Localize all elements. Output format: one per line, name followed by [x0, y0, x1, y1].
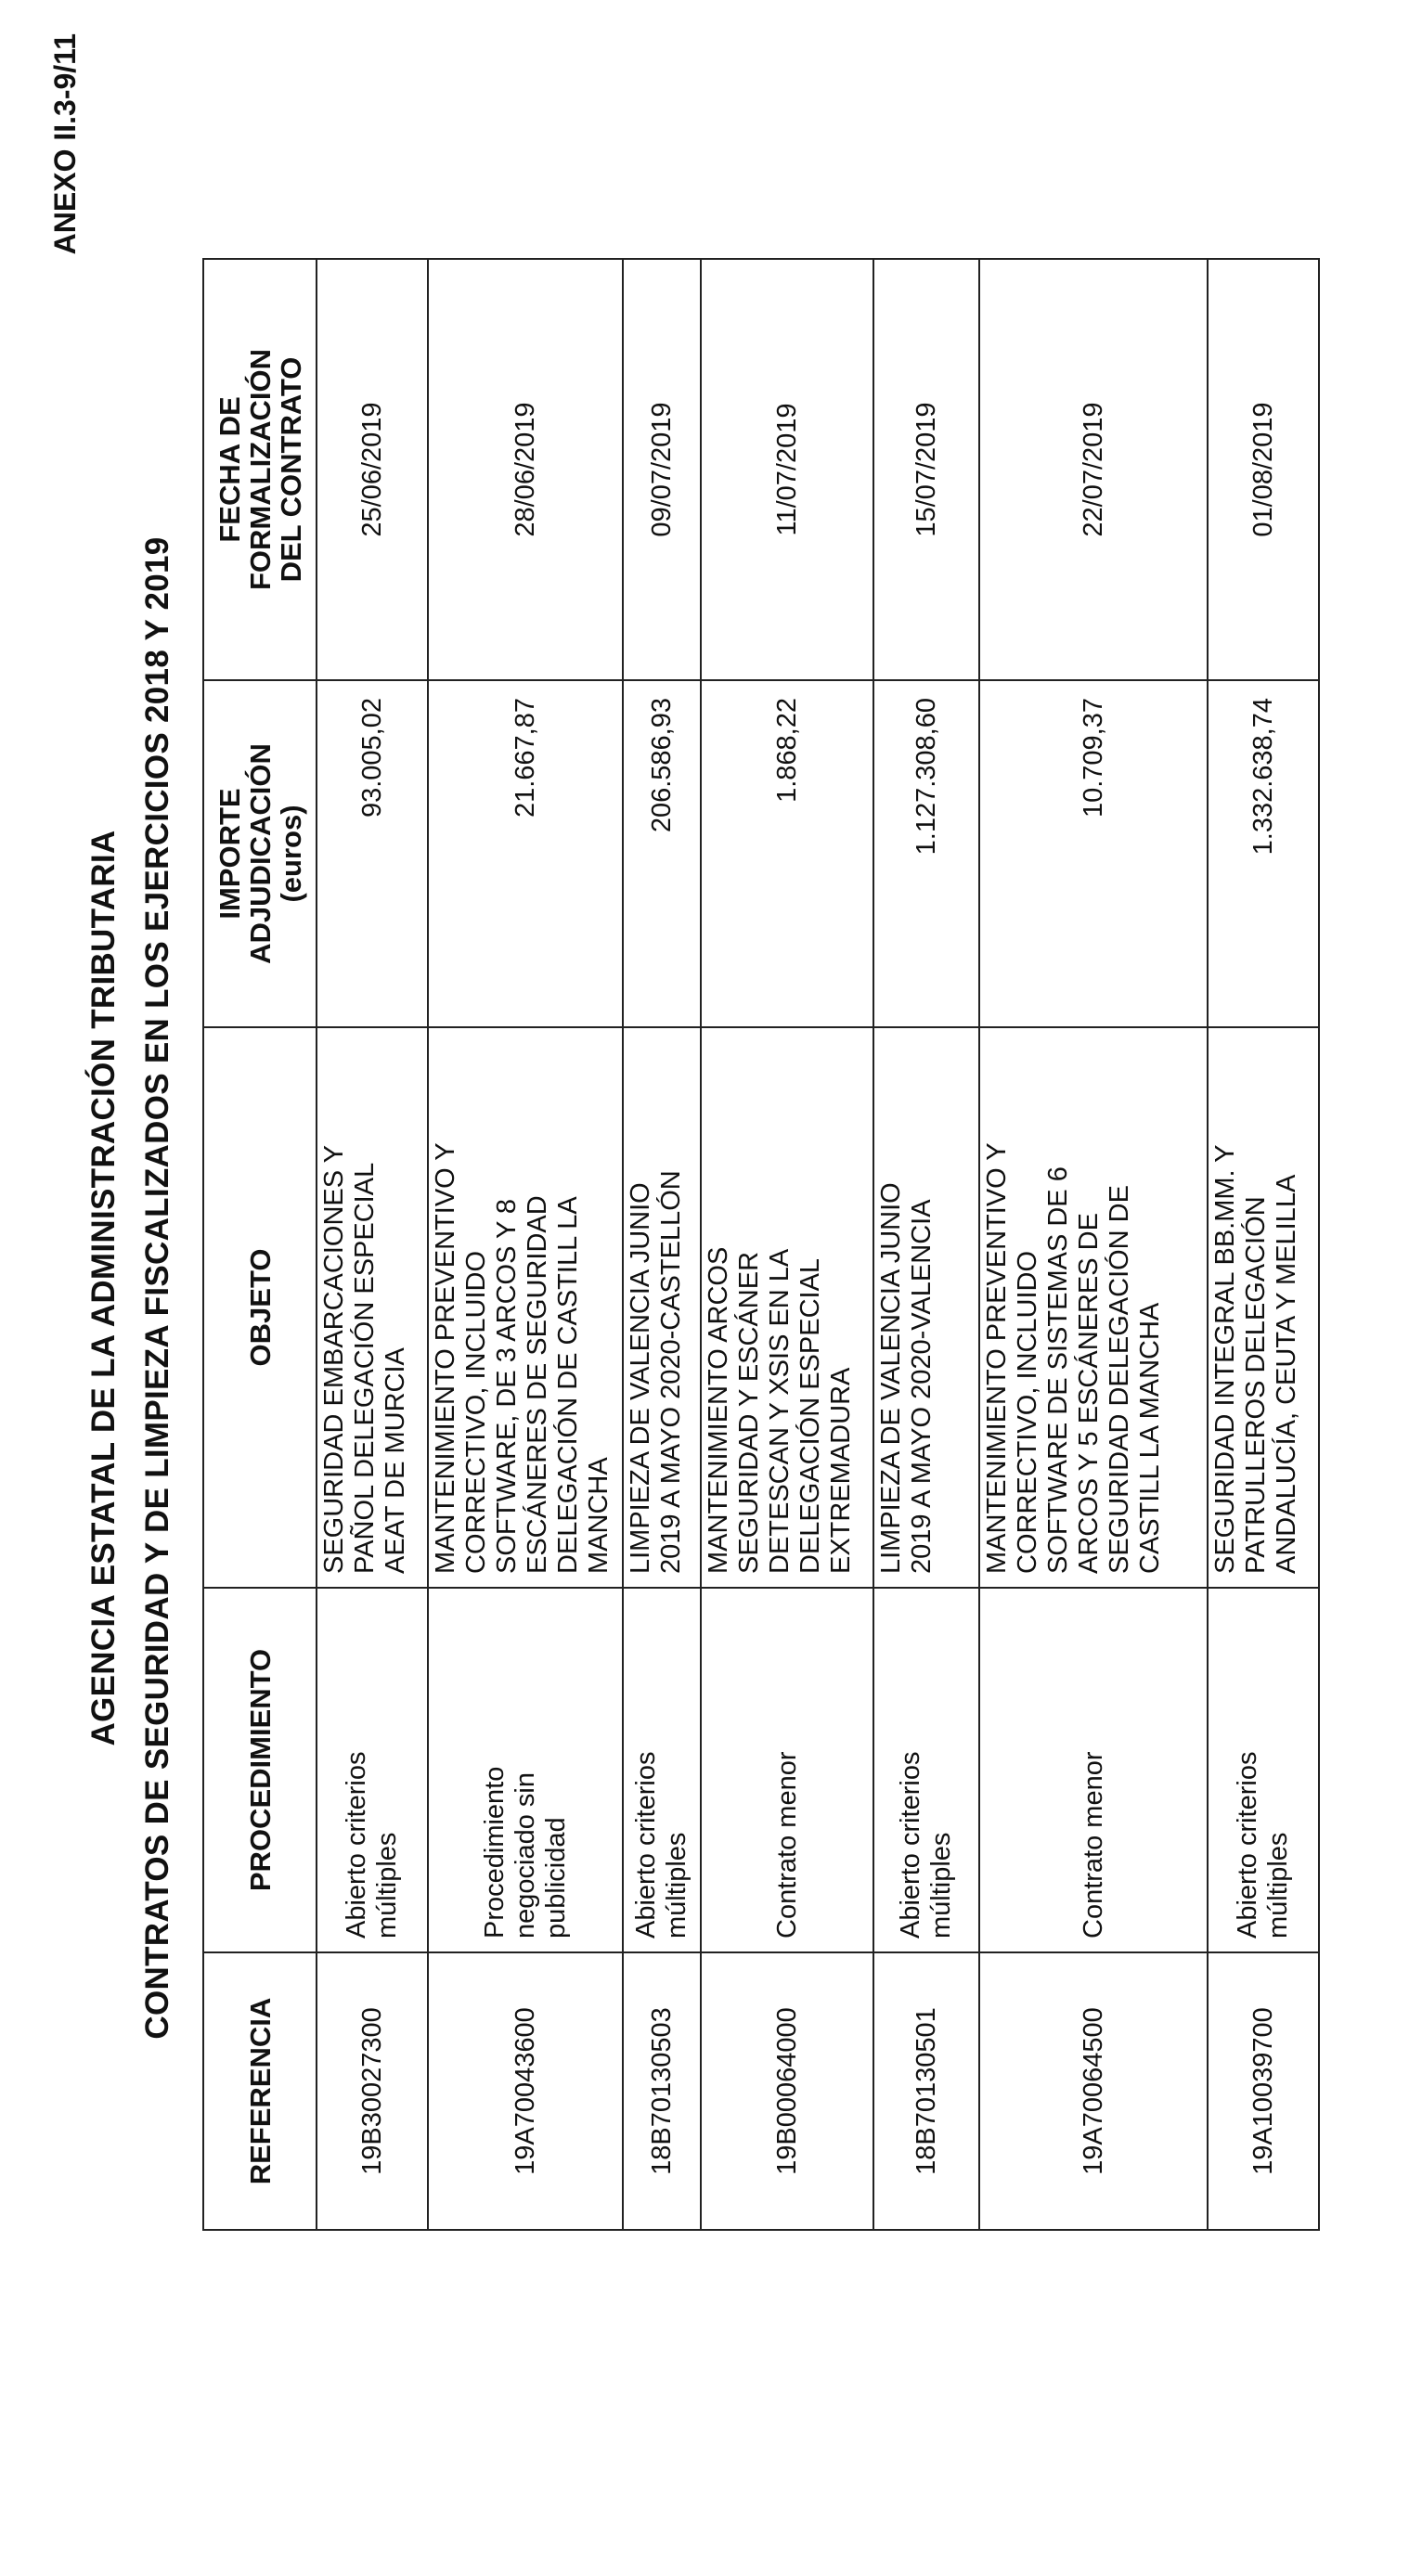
table-row	[623, 259, 701, 2230]
cell-objeto	[701, 1027, 873, 1588]
obj-line: ANDALUCÍA, CEUTA Y MELILLA	[1272, 1174, 1301, 1574]
obj-line: MANCHA	[584, 1457, 614, 1574]
cell-procedimiento	[979, 1588, 1208, 1952]
document-subtitle: CONTRATOS DE SEGURIDAD Y DE LIMPIEZA FISCALIZADOS EN LOS EJERCICIOS 2018 Y 2019	[139, 536, 175, 2040]
obj-line: DELEGACIÓN ESPECIAL	[795, 1257, 825, 1574]
obj-line: 2019 A MAYO 2020-CASTELLÓN	[656, 1170, 686, 1574]
obj-line: SEGURIDAD INTEGRAL BB.MM. Y	[1210, 1144, 1240, 1574]
cell-importe: 21.667,87	[428, 680, 623, 1027]
cell-procedimiento	[623, 1588, 701, 1952]
cell-importe: 1.868,22	[701, 680, 873, 1027]
obj-line: MANTENIMIENTO ARCOS	[704, 1246, 733, 1574]
cell-importe: 10.709,37	[979, 680, 1208, 1027]
obj-line: DELEGACIÓN DE CASTILL LA	[553, 1196, 583, 1574]
obj-line: ESCÁNERES DE SEGURIDAD	[523, 1195, 552, 1574]
cell-referencia: 19B30027300	[317, 1952, 428, 2230]
cell-fecha: 01/08/2019	[1208, 259, 1319, 680]
table-row	[428, 259, 623, 2230]
cell-importe: 1.332.638,74	[1208, 680, 1319, 1027]
header-objeto: OBJETO	[203, 1027, 317, 1588]
proc-line: Abierto criterios	[896, 1751, 925, 1938]
cell-objeto	[873, 1027, 979, 1588]
table-row	[701, 259, 873, 2230]
cell-importe: 93.005,02	[317, 680, 428, 1027]
cell-procedimiento	[428, 1588, 623, 1952]
proc-line: publicidad	[540, 1817, 571, 1938]
proc-line: múltiples	[926, 1832, 956, 1938]
table-header-row	[203, 259, 317, 2230]
header-procedimiento: PROCEDIMIENTO	[203, 1588, 317, 1952]
proc-line: Contrato menor	[771, 1751, 802, 1938]
obj-line: CORRECTIVO, INCLUIDO	[461, 1250, 491, 1574]
cell-fecha: 15/07/2019	[873, 259, 979, 680]
proc-line: Abierto criterios	[631, 1751, 661, 1938]
cell-referencia: 19A70043600	[428, 1952, 623, 2230]
obj-line: SEGURIDAD Y ESCÁNER	[734, 1251, 764, 1574]
cell-referencia: 19B00064000	[701, 1952, 873, 2230]
obj-line: 2019 A MAYO 2020-VALENCIA	[907, 1199, 937, 1574]
proc-line: múltiples	[372, 1832, 402, 1938]
cell-procedimiento	[701, 1588, 873, 1952]
table-row	[873, 259, 979, 2230]
cell-objeto	[623, 1027, 701, 1588]
annex-label: ANEXO II.3-9/11	[48, 33, 82, 255]
proc-line: Abierto criterios	[342, 1751, 371, 1938]
header-importe-line: IMPORTE	[213, 788, 246, 920]
obj-line: ARCOS Y 5 ESCÁNERES DE	[1074, 1213, 1104, 1574]
cell-fecha: 25/06/2019	[317, 259, 428, 680]
cell-procedimiento	[873, 1588, 979, 1952]
header-referencia: REFERENCIA	[203, 1952, 317, 2230]
cell-referencia: 18B70130503	[623, 1952, 701, 2230]
cell-referencia: 18B70130501	[873, 1952, 979, 2230]
cell-fecha: 22/07/2019	[979, 259, 1208, 680]
cell-objeto	[428, 1027, 623, 1588]
cell-referencia: 19A10039700	[1208, 1952, 1319, 2230]
proc-line: múltiples	[662, 1832, 692, 1938]
cell-procedimiento	[1208, 1588, 1319, 1952]
header-fecha-line: FORMALIZACIÓN	[243, 348, 277, 591]
obj-line: CASTILL LA MANCHA	[1135, 1302, 1165, 1574]
proc-line: múltiples	[1263, 1832, 1293, 1938]
cell-referencia: 19A70064500	[979, 1952, 1208, 2230]
table-row	[1208, 259, 1319, 2230]
obj-line: PATRULLEROS DELEGACIÓN	[1241, 1196, 1271, 1574]
table-row	[979, 259, 1208, 2230]
header-fecha-line: DEL CONTRATO	[274, 356, 307, 583]
proc-line: negociado sin	[510, 1772, 540, 1938]
obj-line: LIMPIEZA DE VALENCIA JUNIO	[876, 1182, 906, 1574]
cell-importe: 1.127.308,60	[873, 680, 979, 1027]
cell-fecha: 28/06/2019	[428, 259, 623, 680]
cell-procedimiento	[317, 1588, 428, 1952]
obj-line: MANTENIMIENTO PREVENTIVO Y	[982, 1142, 1012, 1574]
obj-line: LIMPIEZA DE VALENCIA JUNIO	[626, 1182, 655, 1574]
proc-line: Contrato menor	[1078, 1751, 1108, 1938]
proc-line: Abierto criterios	[1233, 1751, 1262, 1938]
obj-line: EXTREMADURA	[826, 1367, 856, 1574]
cell-objeto	[1208, 1027, 1319, 1588]
cell-fecha: 09/07/2019	[623, 259, 701, 680]
table-row	[317, 259, 428, 2230]
obj-line: SEGURIDAD DELEGACIÓN DE	[1105, 1185, 1134, 1574]
obj-line: AEAT DE MURCIA	[381, 1347, 410, 1574]
document-title: AGENCIA ESTATAL DE LA ADMINISTRACIÓN TRIBUTARIA	[85, 830, 122, 1746]
header-fecha-line: FECHA DE	[213, 396, 246, 543]
obj-line: SEGURIDAD EMBARCACIONES Y	[319, 1145, 349, 1574]
contracts-table	[202, 258, 1320, 2231]
cell-fecha: 11/07/2019	[701, 259, 873, 680]
obj-line: DETESCAN Y XSIS EN LA	[765, 1248, 795, 1574]
obj-line: SOFTWARE DE SISTEMAS DE 6	[1043, 1166, 1073, 1574]
proc-line: Procedimiento	[479, 1766, 510, 1938]
header-fecha	[203, 259, 317, 680]
cell-importe: 206.586,93	[623, 680, 701, 1027]
cell-objeto	[317, 1027, 428, 1588]
obj-line: PAÑOL DELEGACIÓN ESPECIAL	[350, 1162, 380, 1574]
cell-objeto	[979, 1027, 1208, 1588]
obj-line: MANTENIMIENTO PREVENTIVO Y	[431, 1142, 460, 1574]
obj-line: SOFTWARE, DE 3 ARCOS Y 8	[492, 1199, 522, 1574]
header-importe-line: (euros)	[274, 805, 307, 903]
header-importe	[203, 680, 317, 1027]
header-importe-line: ADJUDICACIÓN	[243, 743, 277, 964]
obj-line: CORRECTIVO, INCLUIDO	[1013, 1250, 1042, 1574]
